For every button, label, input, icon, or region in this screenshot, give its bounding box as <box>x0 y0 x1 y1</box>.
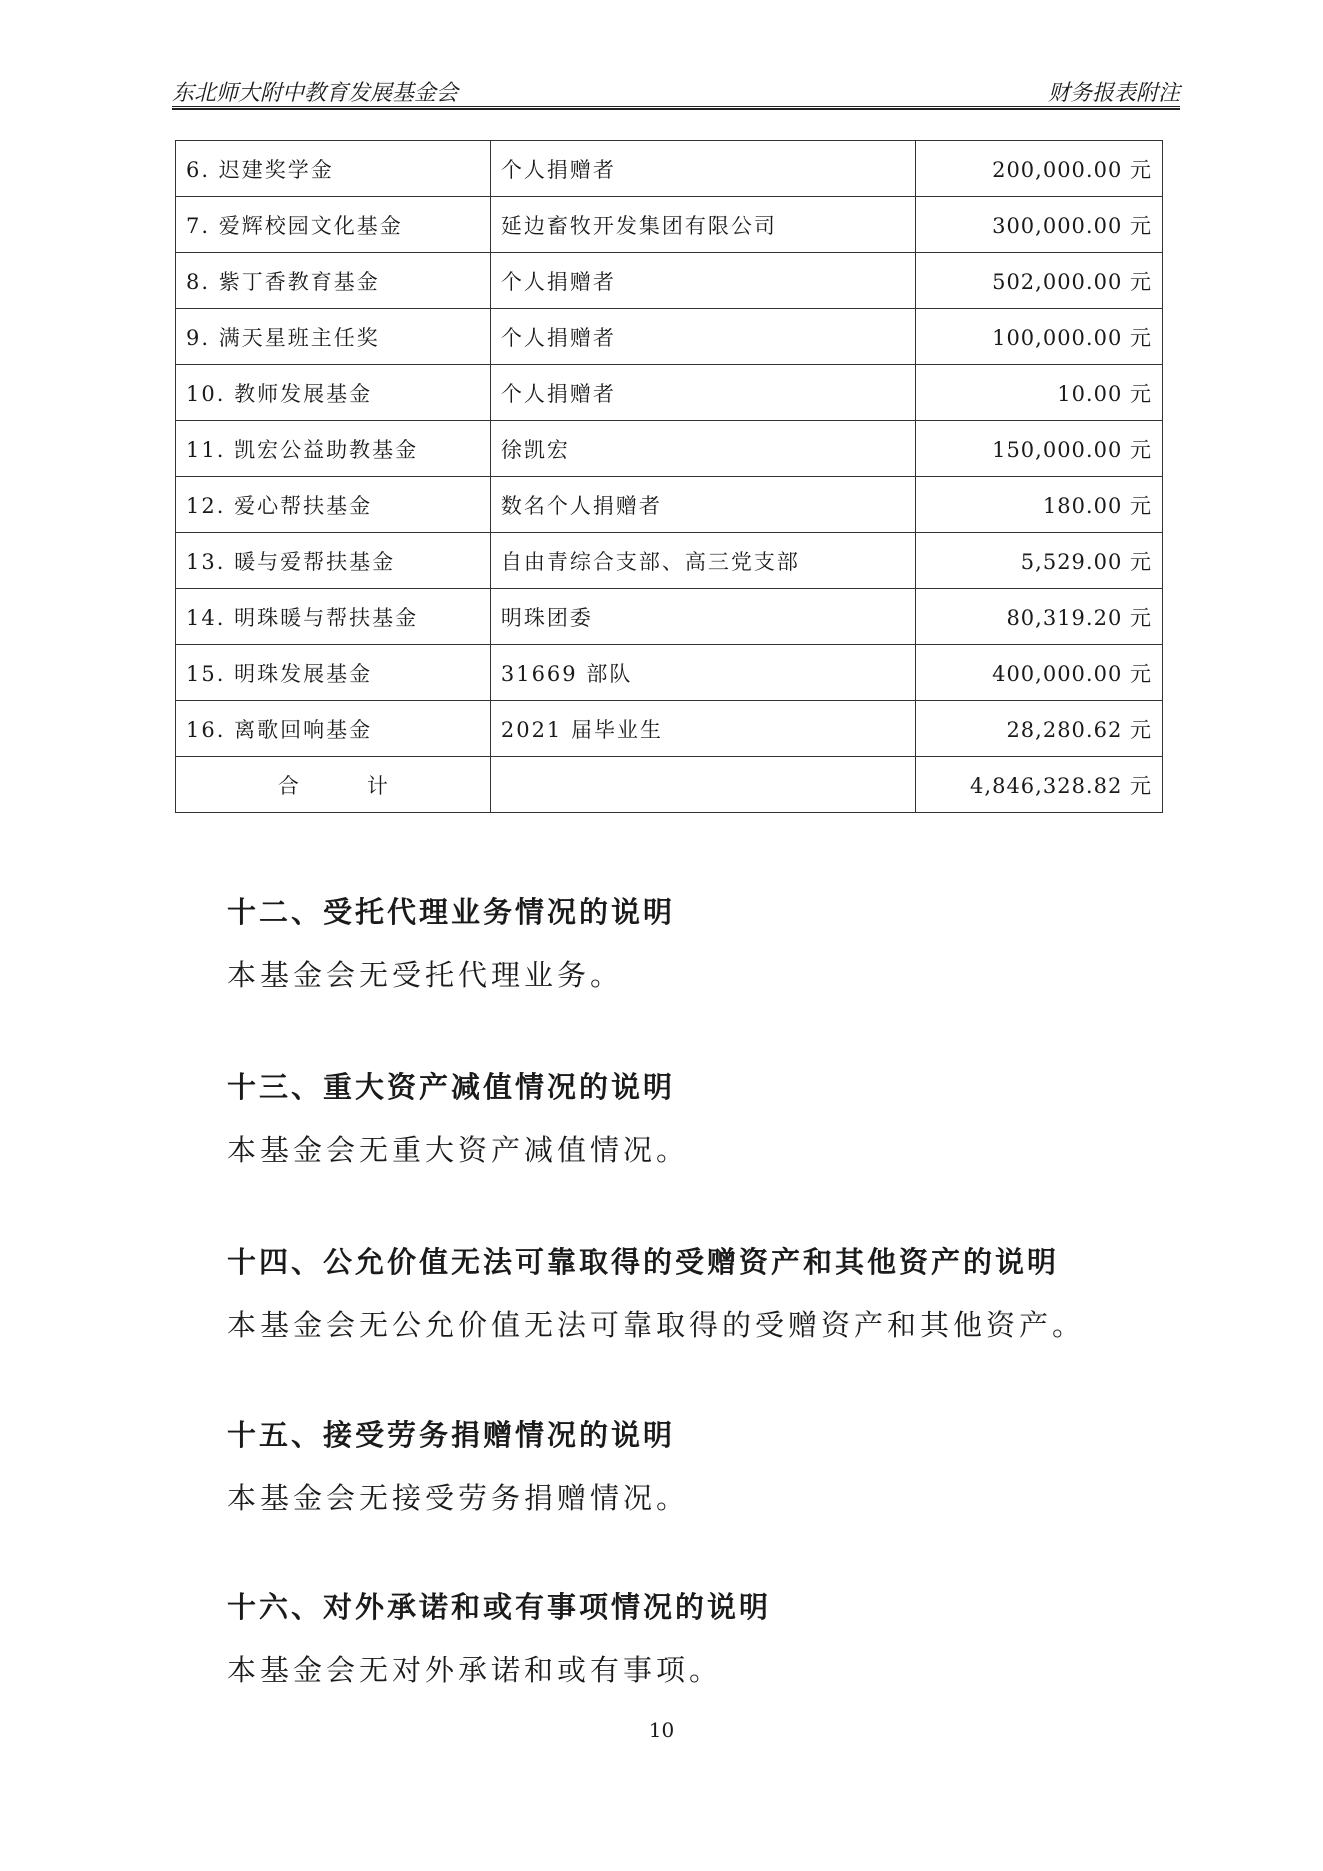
section-title: 十六、对外承诺和或有事项情况的说明 <box>227 1590 772 1624</box>
document-title: 财务报表附注 <box>1047 81 1180 106</box>
donation-table <box>175 140 1163 813</box>
fund-name-cell: 16. 离歌回响基金 <box>176 701 491 757</box>
page-number: 10 <box>648 1718 675 1742</box>
section-12 <box>227 890 1177 994</box>
total-amount-cell: 4,846,328.82 元 <box>916 757 1163 813</box>
fund-name-cell: 12. 爱心帮扶基金 <box>176 477 491 533</box>
table-row <box>176 533 1163 589</box>
fund-name-cell: 9. 满天星班主任奖 <box>176 309 491 365</box>
total-label: 合计 <box>277 773 388 798</box>
section-title: 十三、重大资产减值情况的说明 <box>227 1070 676 1104</box>
donor-cell: 个人捐赠者 <box>490 141 915 197</box>
fund-name-cell: 6. 迟建奖学金 <box>176 141 491 197</box>
page-header <box>172 72 1180 107</box>
fund-name-cell: 7. 爱辉校园文化基金 <box>176 197 491 253</box>
table-row <box>176 309 1163 365</box>
donor-cell: 个人捐赠者 <box>490 253 915 309</box>
section-14 <box>227 1240 1177 1344</box>
donor-cell: 徐凯宏 <box>490 421 915 477</box>
fund-name-cell: 14. 明珠暖与帮扶基金 <box>176 589 491 645</box>
donor-cell: 自由青综合支部、高三党支部 <box>490 533 915 589</box>
donor-cell: 31669 部队 <box>490 645 915 701</box>
table-row <box>176 645 1163 701</box>
section-body: 本基金会无对外承诺和或有事项。 <box>227 1653 723 1687</box>
table-row <box>176 365 1163 421</box>
donor-cell: 2021 届毕业生 <box>490 701 915 757</box>
donor-cell: 延边畜牧开发集团有限公司 <box>490 197 915 253</box>
amount-cell: 400,000.00 元 <box>916 645 1163 701</box>
section-body: 本基金会无重大资产减值情况。 <box>227 1133 690 1167</box>
donor-cell: 个人捐赠者 <box>490 309 915 365</box>
table-row <box>176 589 1163 645</box>
total-label-cell <box>176 757 491 813</box>
amount-cell: 502,000.00 元 <box>916 253 1163 309</box>
amount-cell: 80,319.20 元 <box>916 589 1163 645</box>
total-donor-cell <box>490 757 915 813</box>
table-row <box>176 141 1163 197</box>
table-row <box>176 421 1163 477</box>
section-title: 十二、受托代理业务情况的说明 <box>227 895 676 929</box>
fund-name-cell: 10. 教师发展基金 <box>176 365 491 421</box>
table-row <box>176 197 1163 253</box>
donor-cell: 个人捐赠者 <box>490 365 915 421</box>
amount-cell: 200,000.00 元 <box>916 141 1163 197</box>
amount-cell: 300,000.00 元 <box>916 197 1163 253</box>
section-15 <box>227 1413 1177 1517</box>
amount-cell: 5,529.00 元 <box>916 533 1163 589</box>
amount-cell: 100,000.00 元 <box>916 309 1163 365</box>
amount-cell: 10.00 元 <box>916 365 1163 421</box>
section-16 <box>227 1585 1177 1689</box>
fund-name-cell: 11. 凯宏公益助教基金 <box>176 421 491 477</box>
amount-cell: 180.00 元 <box>916 477 1163 533</box>
header-divider <box>172 108 1180 110</box>
section-body: 本基金会无受托代理业务。 <box>227 958 624 992</box>
amount-cell: 28,280.62 元 <box>916 701 1163 757</box>
table-row <box>176 253 1163 309</box>
total-row <box>176 757 1163 813</box>
donor-cell: 明珠团委 <box>490 589 915 645</box>
amount-cell: 150,000.00 元 <box>916 421 1163 477</box>
section-body: 本基金会无接受劳务捐赠情况。 <box>227 1481 690 1515</box>
section-title: 十四、公允价值无法可靠取得的受赠资产和其他资产的说明 <box>227 1245 1060 1279</box>
section-title: 十五、接受劳务捐赠情况的说明 <box>227 1418 676 1452</box>
table-row <box>176 477 1163 533</box>
fund-name-cell: 13. 暖与爱帮扶基金 <box>176 533 491 589</box>
table-row <box>176 701 1163 757</box>
donor-cell: 数名个人捐赠者 <box>490 477 915 533</box>
section-13 <box>227 1065 1177 1169</box>
fund-name-cell: 15. 明珠发展基金 <box>176 645 491 701</box>
organization-name: 东北师大附中教育发展基金会 <box>172 81 459 106</box>
fund-name-cell: 8. 紫丁香教育基金 <box>176 253 491 309</box>
section-body: 本基金会无公允价值无法可靠取得的受赠资产和其他资产。 <box>227 1308 1086 1342</box>
